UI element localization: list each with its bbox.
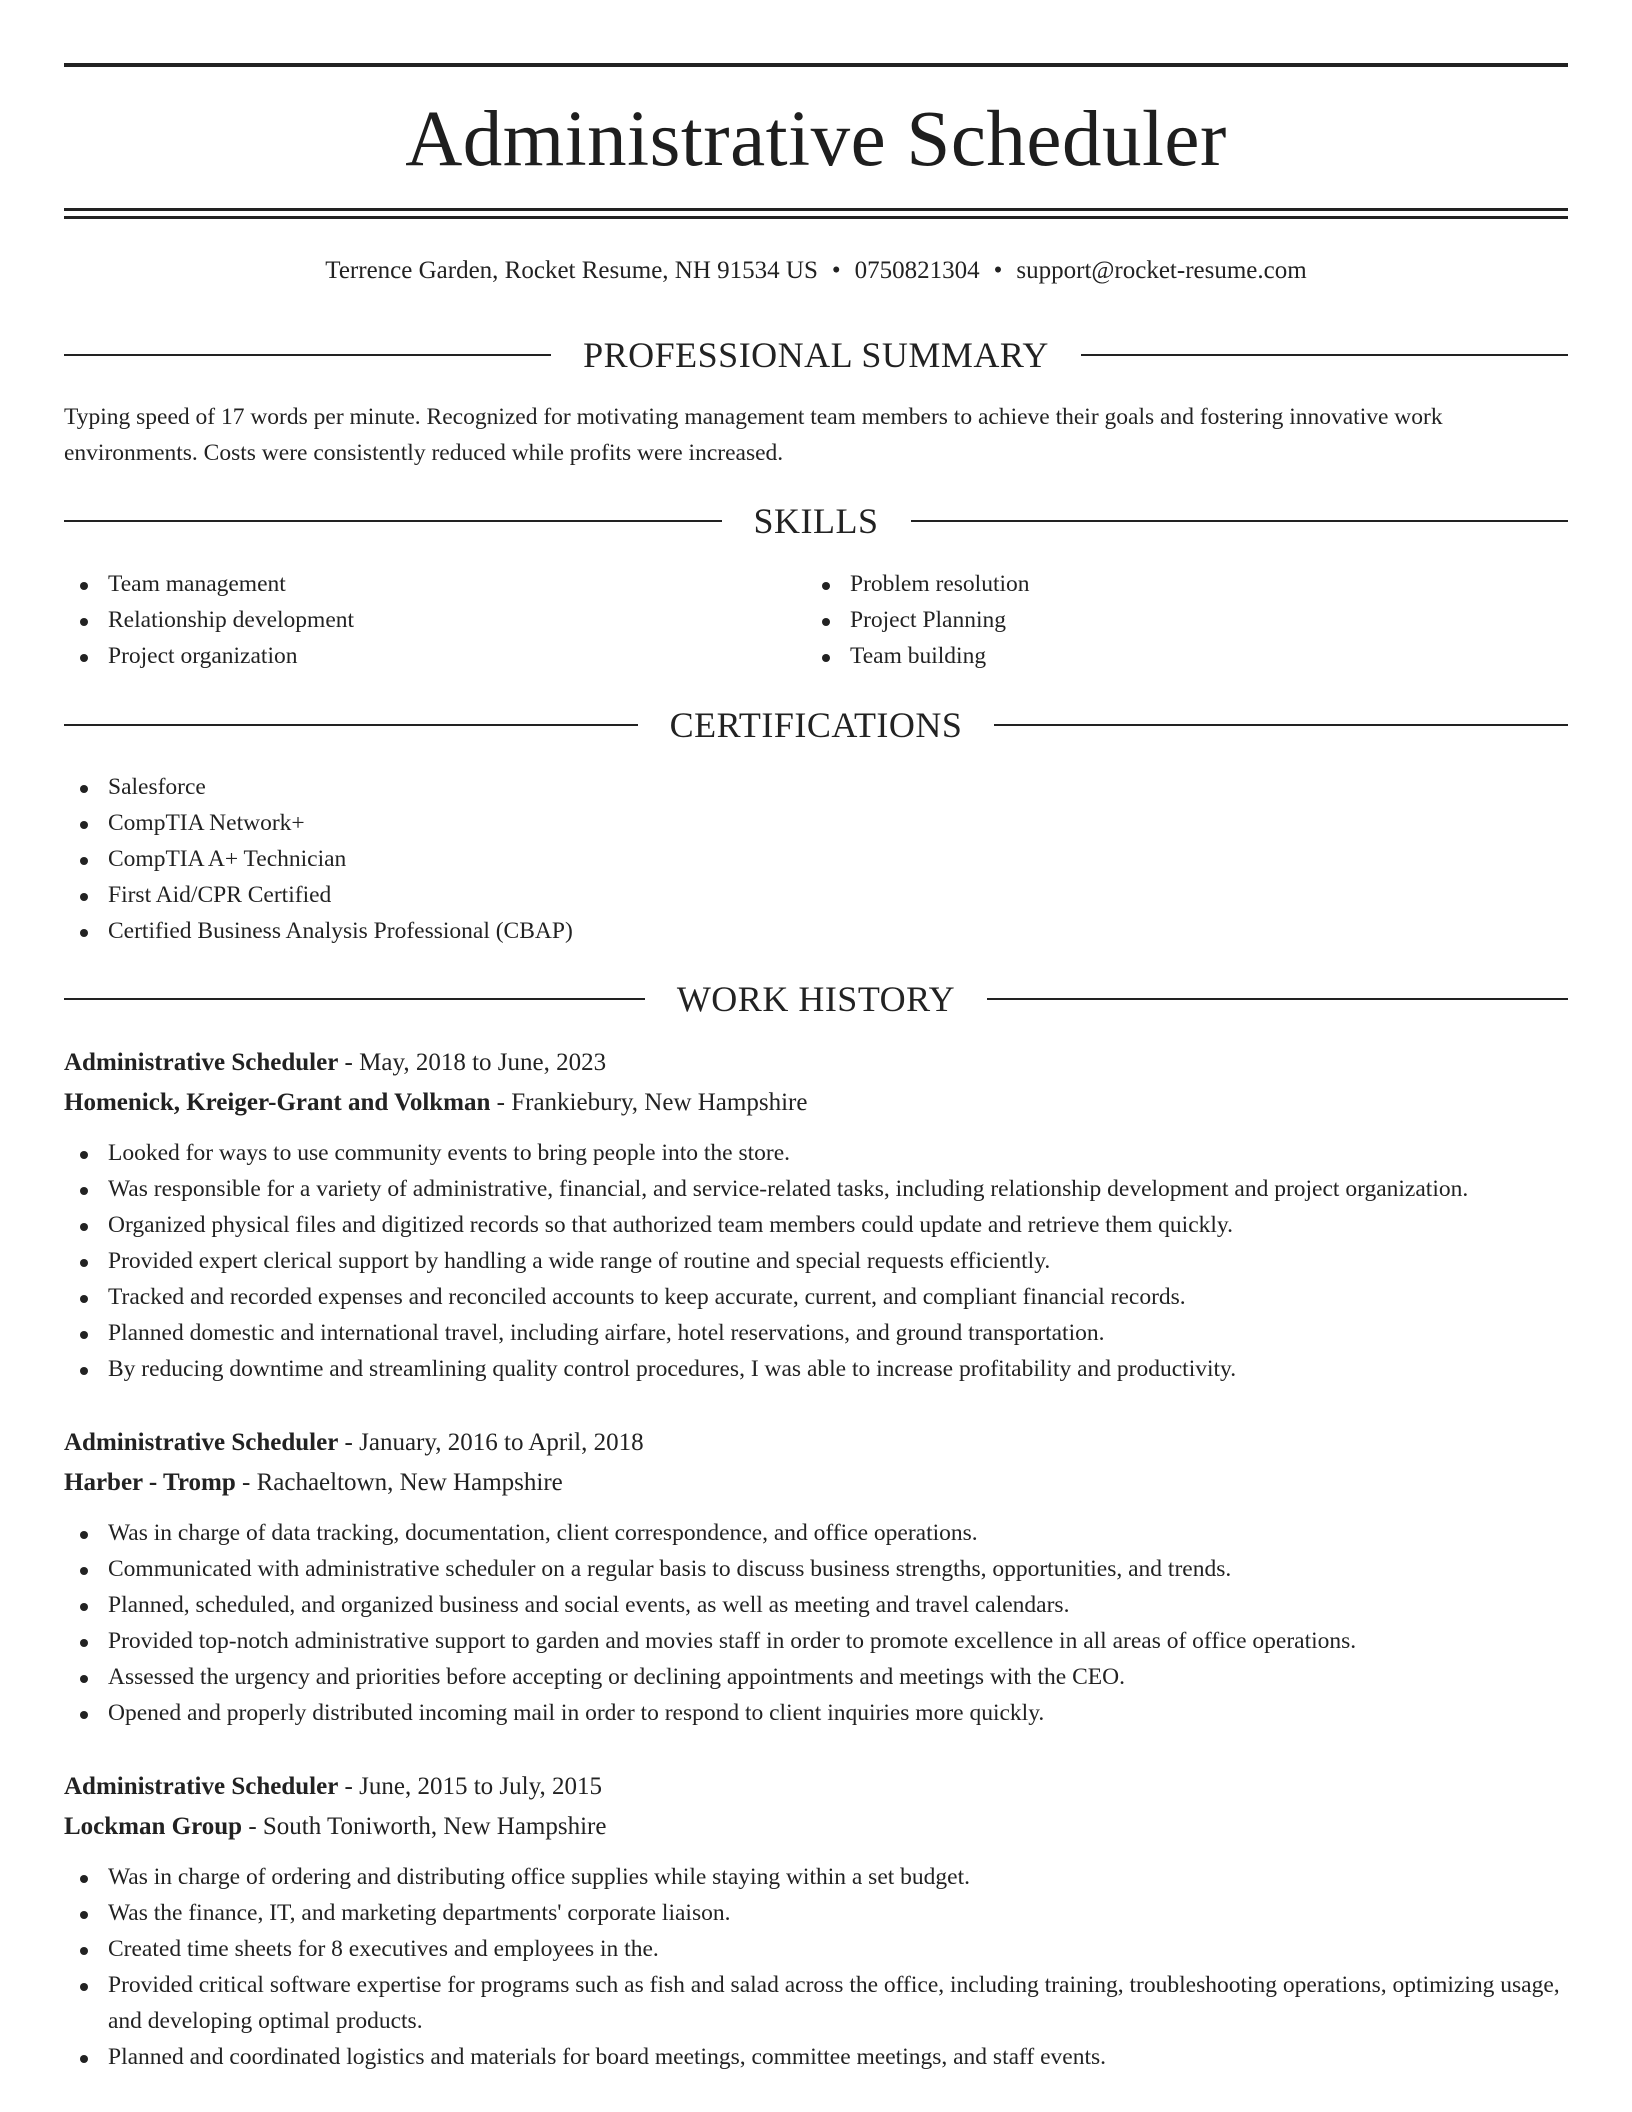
heading-rule-left [64,724,638,726]
heading-rule-right [1081,354,1568,356]
job-entry [64,1767,1568,2075]
job-duties-list [64,1135,1568,1387]
contact-email: support@rocket-resume.com [1016,257,1307,284]
contact-phone: 0750821304 [854,257,980,284]
job-duty: By reducing downtime and streamlining quality control procedures, I was able to increase profitability and productivity. [64,1351,1568,1387]
job-company-line [64,1463,1568,1503]
job-duty: Was in charge of ordering and distributing office supplies while staying within a set budget. [64,1859,1568,1895]
job-title-line [64,1423,1568,1463]
heading-rule-right [987,998,1568,1000]
skill-item: Problem resolution [806,566,1030,602]
heading-rule-left [64,520,722,522]
job-entry [64,1043,1568,1387]
section-title-summary: PROFESSIONAL SUMMARY [583,335,1049,375]
job-company: Lockman Group [64,1813,243,1840]
job-duty: Created time sheets for 8 executives and employees in the. [64,1931,1568,1967]
section-heading-skills [64,499,1568,543]
skill-item: Team management [64,566,354,602]
job-location: - Frankiebury, New Hampshire [490,1089,808,1116]
job-duty: Was the finance, IT, and marketing departments' corporate liaison. [64,1895,1568,1931]
contact-separator: • [831,257,841,284]
job-dates: - June, 2015 to July, 2015 [338,1773,602,1800]
job-duty: Provided critical software expertise for programs such as fish and salad across the office, including training, troubleshooting operations, optimizing usage, and developing optimal products. [64,1967,1568,2039]
section-title-work-history: WORK HISTORY [676,979,956,1019]
certification-item: CompTIA Network+ [64,805,573,841]
certification-item: CompTIA A+ Technician [64,841,573,877]
contact-separator: • [993,257,1003,284]
resume-name: Administrative Scheduler [405,96,1227,183]
job-location: - Rachaeltown, New Hampshire [235,1469,563,1496]
job-entry [64,1423,1568,1731]
certification-item: Certified Business Analysis Professional (CBAP) [64,913,573,949]
job-duty: Was responsible for a variety of administrative, financial, and service-related tasks, including relationship development and project organization. [64,1171,1568,1207]
skill-item: Project organization [64,638,354,674]
header-rule-lower [64,216,1568,219]
job-duty: Communicated with administrative scheduler on a regular basis to discuss business strengths, opportunities, and trends. [64,1551,1568,1587]
job-duty: Provided top-notch administrative support to garden and movies staff in order to promote excellence in all areas of office operations. [64,1623,1568,1659]
heading-rule-left [64,354,551,356]
job-duty: Opened and properly distributed incoming mail in order to respond to client inquiries more quickly. [64,1695,1568,1731]
certification-item: First Aid/CPR Certified [64,877,573,913]
skill-item: Team building [806,638,1030,674]
certifications-list [64,769,573,949]
heading-rule-right [994,724,1568,726]
section-title-skills: SKILLS [753,501,879,541]
skill-item: Relationship development [64,602,354,638]
section-heading-summary [64,333,1568,377]
job-duty: Planned domestic and international travel, including airfare, hotel reservations, and ground transportation. [64,1315,1568,1351]
skill-item: Project Planning [806,602,1030,638]
job-title: Administrative Scheduler [64,1773,339,1800]
top-rule [64,63,1568,67]
skills-list-right [806,566,1030,674]
section-title-certifications: CERTIFICATIONS [669,705,963,745]
job-dates: - January, 2016 to April, 2018 [338,1429,644,1456]
job-title: Administrative Scheduler [64,1429,339,1456]
job-company-line [64,1083,1568,1123]
job-duty: Was in charge of data tracking, documentation, client correspondence, and office operations. [64,1515,1568,1551]
job-duty: Planned, scheduled, and organized business and social events, as well as meeting and travel calendars. [64,1587,1568,1623]
certification-item: Salesforce [64,769,573,805]
job-company: Homenick, Kreiger-Grant and Volkman [64,1089,491,1116]
job-duties-list [64,1515,1568,1731]
job-company: Harber - Tromp [64,1469,236,1496]
job-title-line [64,1767,1568,1807]
contact-line [64,254,1568,288]
job-duties-list [64,1859,1568,2075]
skills-list-left [64,566,354,674]
job-company-line [64,1807,1568,1847]
header-rule-upper [64,208,1568,211]
job-dates: - May, 2018 to June, 2023 [338,1049,607,1076]
job-title-line [64,1043,1568,1083]
job-duty: Tracked and recorded expenses and reconciled accounts to keep accurate, current, and compliant financial records. [64,1279,1568,1315]
job-duty: Looked for ways to use community events to bring people into the store. [64,1135,1568,1171]
section-heading-work-history [64,977,1568,1021]
section-heading-certifications [64,703,1568,747]
job-duty: Organized physical files and digitized records so that authorized team members could update and retrieve them quickly. [64,1207,1568,1243]
job-duty: Assessed the urgency and priorities before accepting or declining appointments and meetings with the CEO. [64,1659,1568,1695]
heading-rule-right [911,520,1569,522]
contact-address: Terrence Garden, Rocket Resume, NH 91534 US [325,257,818,284]
job-duty: Planned and coordinated logistics and materials for board meetings, committee meetings, and staff events. [64,2039,1568,2075]
job-title: Administrative Scheduler [64,1049,339,1076]
job-duty: Provided expert clerical support by handling a wide range of routine and special requests efficiently. [64,1243,1568,1279]
job-location: - South Toniworth, New Hampshire [242,1813,607,1840]
heading-rule-left [64,998,645,1000]
professional-summary-text: Typing speed of 17 words per minute. Recognized for motivating management team members to achieve their goals and fostering innovative work environments. Costs were consistently reduced while profits were increased. [64,404,1443,466]
